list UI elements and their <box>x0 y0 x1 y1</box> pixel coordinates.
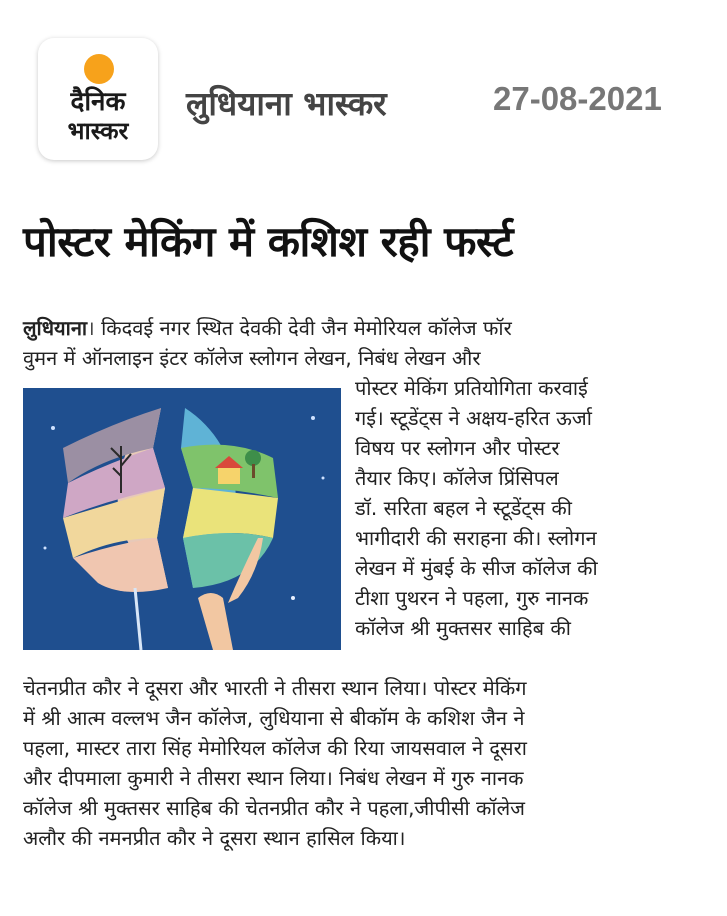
wrap-line: डॉ. सरिता बहल ने स्टूडेंट्स की <box>355 496 572 520</box>
body-line: कॉलेज श्री मुक्तसर साहिब की चेतनप्रीत कौर ने पहला,जीपीसी कॉलेज <box>23 796 525 820</box>
wrap-line: कॉलेज श्री मुक्तसर साहिब की <box>355 616 571 640</box>
poster-photo <box>23 388 341 650</box>
article-body-text <box>23 673 527 853</box>
article-headline: पोस्टर मेकिंग में कशिश रही फर्स्ट <box>23 217 514 266</box>
wrap-line: भागीदारी की सराहना की। स्लोगन <box>355 526 597 550</box>
dateline-separator: । <box>87 316 95 340</box>
wrap-line: पोस्टर मेकिंग प्रतियोगिता करवाई <box>355 376 588 400</box>
edition-name: लुधियाना भास्कर <box>186 84 387 123</box>
logo-text-bhaskar: भास्कर <box>67 117 129 145</box>
logo-text-dainik: दैनिक <box>70 87 126 117</box>
article-intro <box>23 313 512 373</box>
sun-logo-icon <box>84 54 114 84</box>
intro-line-2: वुमन में ऑनलाइन इंटर कॉलेज स्लोगन लेखन, निबंध लेखन और <box>23 346 481 370</box>
body-line: पहला, मास्टर तारा सिंह मेमोरियल कॉलेज की रिया जायसवाल ने दूसरा <box>23 736 527 760</box>
body-line: और दीपमाला कुमारी ने तीसरा स्थान लिया। निबंध लेखन में गुरु नानक <box>23 766 524 790</box>
wrap-line: टीशा पुथरन ने पहला, गुरु नानक <box>355 586 589 610</box>
body-line: चेतनप्रीत कौर ने दूसरा और भारती ने तीसरा स्थान लिया। पोस्टर मेकिंग <box>23 676 527 700</box>
wrap-line: विषय पर स्लोगन और पोस्टर <box>355 436 560 460</box>
earth-poster-illustration <box>23 388 341 650</box>
wrap-line: लेखन में मुंबई के सीज कॉलेज की <box>355 556 598 580</box>
intro-line-1 <box>23 313 512 343</box>
wrap-line: तैयार किए। कॉलेज प्रिंसिपल <box>355 466 559 490</box>
publication-date: 27-08-2021 <box>493 80 662 117</box>
intro-line-1-text: किदवई नगर स्थित देवकी देवी जैन मेमोरियल कॉलेज फॉर <box>101 316 512 340</box>
wrap-line: गई। स्टूडेंट्स ने अक्षय-हरित ऊर्जा <box>355 406 592 430</box>
article-wrap-text <box>355 373 598 643</box>
dateline: लुधियाना <box>23 316 88 340</box>
body-line: में श्री आत्म वल्लभ जैन कॉलेज, लुधियाना से बीकॉम के कशिश जैन ने <box>23 706 525 730</box>
dainik-bhaskar-logo <box>38 38 158 160</box>
body-line: अलौर की नमनप्रीत कौर ने दूसरा स्थान हासिल किया। <box>23 826 406 850</box>
